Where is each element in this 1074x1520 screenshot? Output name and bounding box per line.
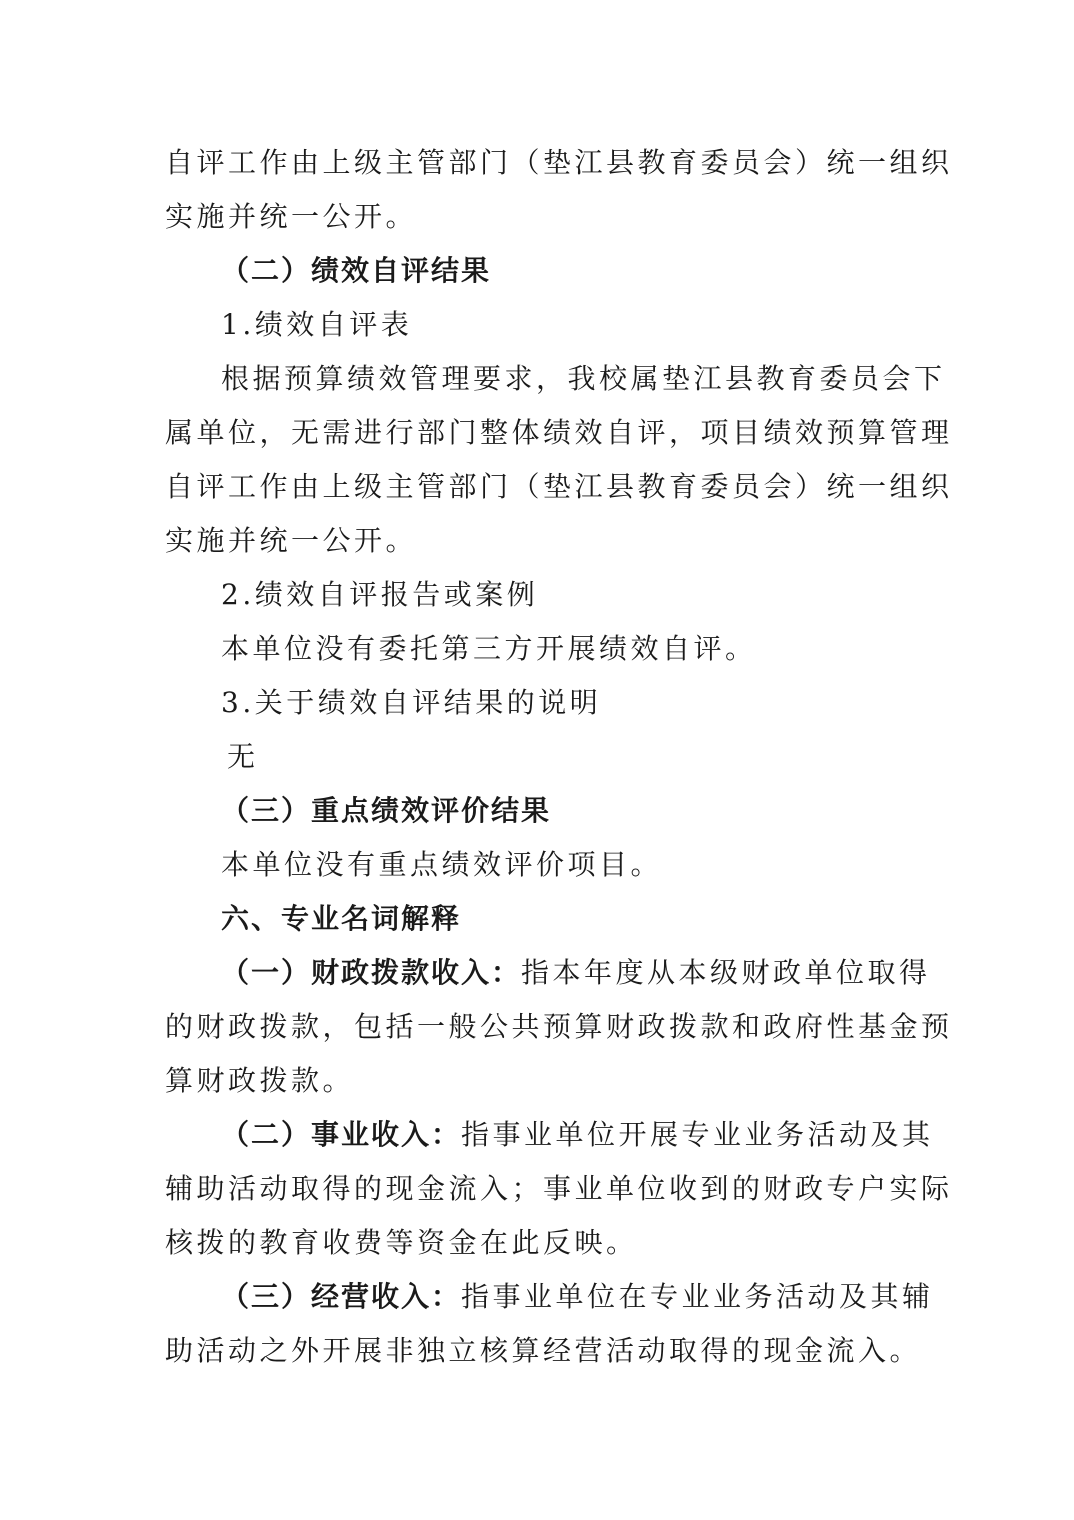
term-label: （一）财政拨款收入： bbox=[221, 956, 522, 989]
paragraph-line: 根据预算绩效管理要求，我校属垫江县教育委员会下 bbox=[221, 362, 946, 395]
term-label: （二）事业收入： bbox=[221, 1118, 462, 1151]
paragraph-line: 核拨的教育收费等资金在此反映。 bbox=[165, 1226, 638, 1259]
paragraph-line: 本单位没有委托第三方开展绩效自评。 bbox=[221, 632, 757, 665]
paragraph-line: 辅助活动取得的现金流入；事业单位收到的财政专户实际 bbox=[165, 1172, 953, 1205]
term-definition-line bbox=[165, 946, 931, 1000]
term-text: 指本年度从本级财政单位取得 bbox=[521, 956, 931, 989]
term-label: （三）经营收入： bbox=[221, 1280, 462, 1313]
paragraph-line: 助活动之外开展非独立核算经营活动取得的现金流入。 bbox=[165, 1334, 922, 1367]
paragraph-line: 自评工作由上级主管部门（垫江县教育委员会）统一组织 bbox=[165, 146, 953, 179]
subheading: 1.绩效自评表 bbox=[221, 308, 413, 341]
section-heading: （三）重点绩效评价结果 bbox=[221, 794, 552, 827]
paragraph-line: 实施并统一公开。 bbox=[165, 524, 418, 557]
term-text: 指事业单位开展专业业务活动及其 bbox=[461, 1118, 934, 1151]
chapter-heading: 六、专业名词解释 bbox=[221, 902, 462, 935]
subheading: 2.绩效自评报告或案例 bbox=[221, 578, 539, 611]
paragraph-line: 自评工作由上级主管部门（垫江县教育委员会）统一组织 bbox=[165, 470, 953, 503]
term-text: 指事业单位在专业业务活动及其辅 bbox=[461, 1280, 934, 1313]
term-definition-line bbox=[165, 1108, 934, 1162]
subheading: 3.关于绩效自评结果的说明 bbox=[221, 686, 602, 719]
paragraph-line: 算财政拨款。 bbox=[165, 1064, 355, 1097]
paragraph-line: 属单位，无需进行部门整体绩效自评，项目绩效预算管理 bbox=[165, 416, 953, 449]
document-page bbox=[165, 136, 953, 1378]
paragraph-line: 本单位没有重点绩效评价项目。 bbox=[221, 848, 663, 881]
term-definition-line bbox=[165, 1270, 934, 1324]
paragraph-line: 的财政拨款，包括一般公共预算财政拨款和政府性基金预 bbox=[165, 1010, 953, 1043]
section-heading: （二）绩效自评结果 bbox=[221, 254, 492, 287]
paragraph-line: 实施并统一公开。 bbox=[165, 200, 418, 233]
paragraph-line: 无 bbox=[227, 740, 259, 773]
